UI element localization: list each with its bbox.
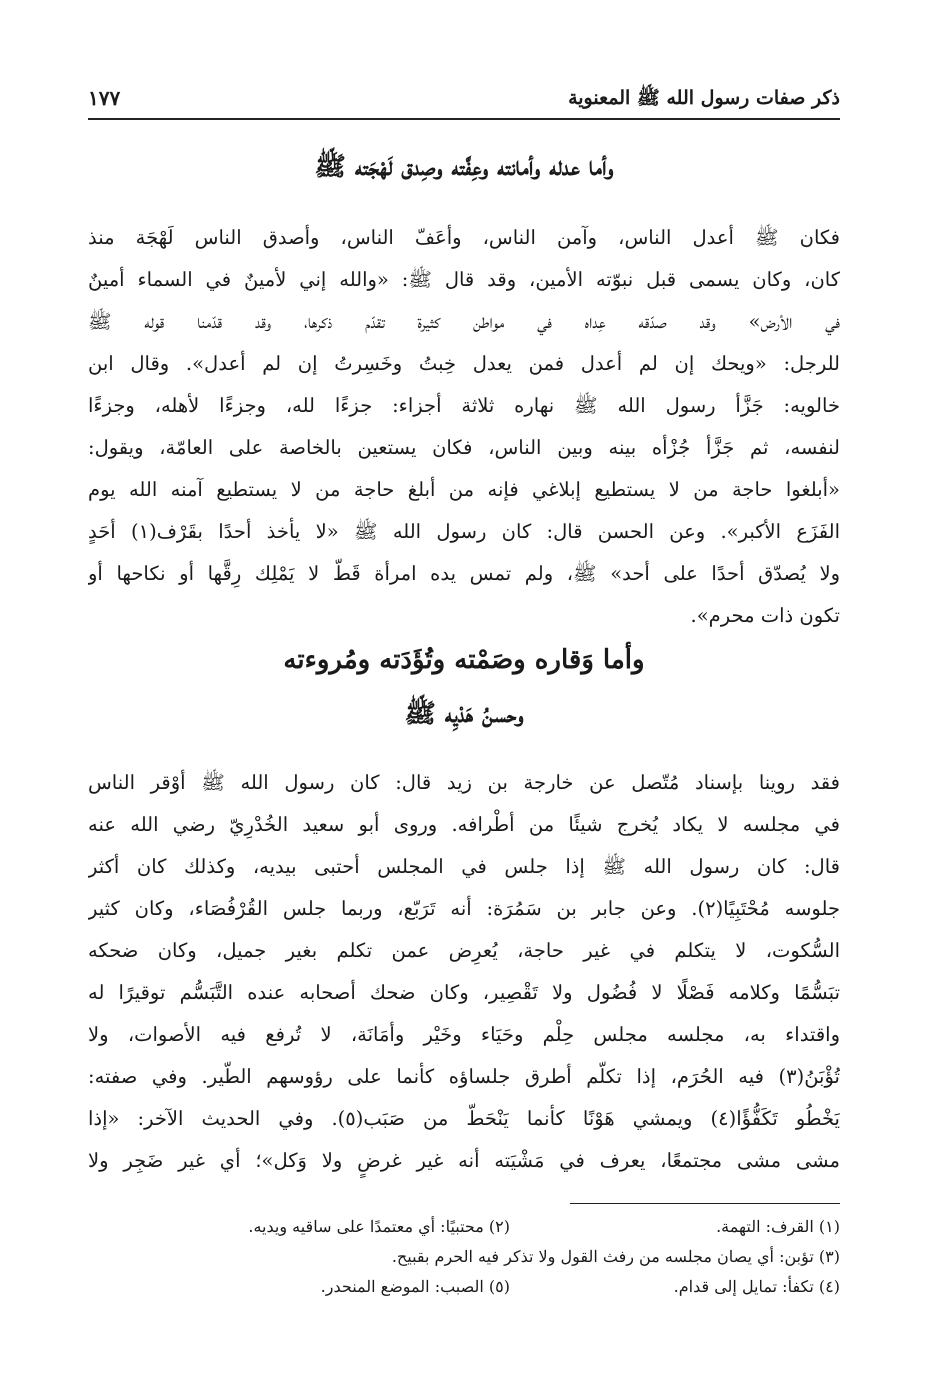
footnote-4: (٤) تكفأ: تمايل إلى قدام. xyxy=(673,1277,840,1296)
text-line: يَخْطُو تَكَفُّؤًا(٤) ويمشي هَوْنًا كأنما يَنْحَطّ من صَبَب(٥). وفي الحديث الآخر: «إذا xyxy=(88,1107,840,1130)
paragraph-justice xyxy=(88,217,840,637)
footnote-divider xyxy=(570,1203,840,1204)
text-line: خالويه: جَزَّأ رسول الله ﷺ نهاره ثلاثة أجزاء: جزءًا لله، وجزءًا لأهله، وجزءًا xyxy=(88,394,840,417)
text-line: السُّكوت، لا يتكلم في غير حاجة، يُعرِض عمن تكلم بغير جميل، وكان ضحكه xyxy=(88,939,840,962)
text-line: فقد روينا بإسناد مُتّصل عن خارجة بن زيد قال: كان رسول الله ﷺ أوْقر الناس xyxy=(88,771,840,794)
running-title: ذكر صفات رسول الله ﷺ المعنوية xyxy=(568,87,840,109)
text-line: قال: كان رسول الله ﷺ إذا جلس في المجلس أحتبى بيديه، وكذلك كان أكثر xyxy=(88,855,840,878)
text-line: لنفسه، ثم جَزَّأ جُزْأه بينه وبين الناس، فكان يستعين بالخاصة على العامّة، ويقول: xyxy=(88,436,840,459)
text-line: جلوسه مُحْتَبِيًا(٢). وعن جابر بن سَمُرَة: أنه تَرَبّع، وربما جلس القُرْفُصَاء، وكان كثير xyxy=(88,897,840,920)
text-line: كان، وكان يسمى قبل نبوّته الأمين، وقد قال ﷺ: «والله إني لأمينٌ في السماء أمينٌ xyxy=(88,268,840,291)
text-line: تكون ذات محرم». xyxy=(690,604,840,627)
text-line: الفَزَع الأكبر». وعن الحسن قال: كان رسول الله ﷺ «لا يأخذ أحدًا بقَرْف(١) أحَدٍ xyxy=(88,520,840,543)
page-number: ١٧٧ xyxy=(88,86,121,110)
text-line: في الأرض» وقد صدّقه عِداه في مواطن كثيرة تقدّم ذكرها، وقد قدّمنا قوله ﷺ xyxy=(88,310,840,333)
text-line: «أبلغوا حاجة من لا يستطيع إبلاغي فإنه من أبلغ حاجة من لا يستطيع آمنه الله يوم xyxy=(88,478,840,501)
section-heading-justice: وأما عدله وأمانته وعِفَّته وصِدق لَهْجَته ﷺ xyxy=(314,152,614,182)
text-line: مشى مشى مجتمعًا، يعرف في مَشْيَته أنه غير غرضٍ ولا وَكل»؛ أي غير ضَجِر ولا xyxy=(88,1149,840,1172)
paragraph-dignity xyxy=(88,762,840,1182)
text-line: في مجلسه لا يكاد يُخرج شيئًا من أطْرافه. وروى أبو سعيد الخُدْرِيّ رضي الله عنه xyxy=(88,813,840,836)
text-line: ولا يُصدّق أحدًا على أحد» ﷺ، ولم تمس يده امرأة قَطّ لا يَمْلِك رِقَّها أو نكاحها أو xyxy=(88,562,840,585)
section-heading-dignity-line2: وحسنُ هَدْيِه ﷺ xyxy=(404,699,524,729)
footnote-3: (٣) تؤبن: أي يصان مجلسه من رفث القول ولا تذكر فيه الحرم بقبيح. xyxy=(391,1247,840,1266)
page-header xyxy=(88,86,840,120)
footnote-2: (٢) محتبيًا: أي معتمدًا على ساقيه ويديه. xyxy=(248,1217,510,1236)
text-line: تبَسُّمًا وكلامه فَصْلًا لا فُضُول ولا تَقْصِير، وكان ضحك أصحابه عنده التَّبَسُّم توقيرًا له xyxy=(88,981,840,1004)
text-line: تُؤْبَنُ(٣) فيه الحُرَم، إذا تكلّم أطرق جلساؤه كأنما على رؤوسهم الطّير. وفي صفته: xyxy=(88,1065,840,1088)
footnote-5: (٥) الصبب: الموضع المنحدر. xyxy=(320,1277,510,1296)
section-heading-dignity-line1: وأما وَقاره وصَمْته وتُؤَدَته ومُروءته xyxy=(283,645,645,675)
text-line: فكان ﷺ أعدل الناس، وآمن الناس، وأعَفّ الناس، وأصدق الناس لَهْجَة منذ xyxy=(88,226,840,249)
footnotes xyxy=(120,1212,840,1302)
footnote-1: (١) القرف: التهمة. xyxy=(716,1217,840,1236)
text-line: واقتداء به، مجلسه مجلس حِلْم وحَيَاء وخَيْر وأمَانَة، لا تُرفع فيه الأصوات، ولا xyxy=(88,1023,840,1046)
text-line: للرجل: «ويحك إن لم أعدل فمن يعدل خِبتُ وخَسِرتُ إن لم أعدل». وقال ابن xyxy=(88,352,840,375)
